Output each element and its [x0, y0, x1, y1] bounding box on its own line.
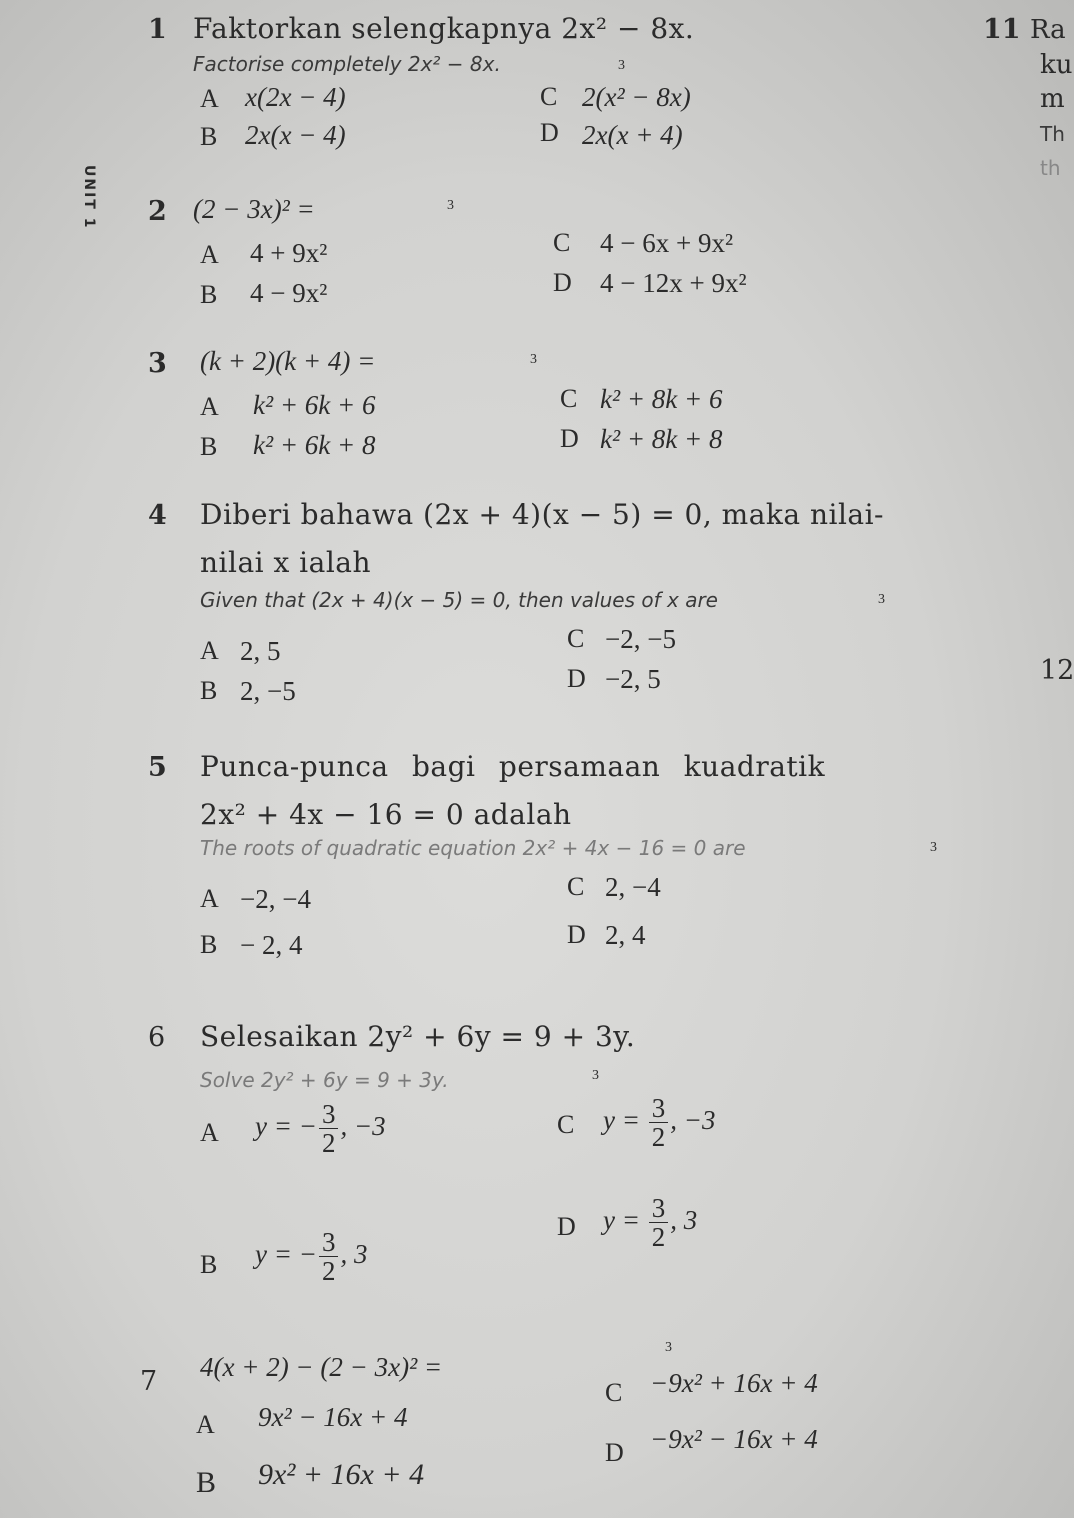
- question-text-english: Solve 2y² + 6y = 9 + 3y.: [200, 1068, 449, 1092]
- denominator: 2: [651, 1222, 666, 1253]
- question-text-malay: Faktorkan selengkapnya 2x² − 8x.: [193, 12, 695, 45]
- option-a: x(2x − 4): [245, 82, 346, 112]
- question-number: 7: [140, 1366, 158, 1397]
- question-number: 5: [148, 752, 167, 783]
- option-letter: D: [567, 664, 586, 693]
- denominator: 2: [321, 1128, 336, 1159]
- option-d: 2, 4: [605, 920, 646, 950]
- fraction: [319, 1228, 339, 1286]
- option-letter: A: [200, 1118, 219, 1147]
- option-prefix: y =: [603, 1205, 647, 1236]
- option-letter: D: [567, 920, 586, 949]
- question-text-english: The roots of quadratic equation 2x² + 4x − 16 = 0 are: [200, 836, 746, 860]
- fraction: [649, 1194, 669, 1252]
- option-letter: C: [560, 384, 578, 413]
- question-text-malay: Diberi bahawa (2x + 4)(x − 5) = 0, maka nilai-: [200, 498, 885, 531]
- option-letter: A: [200, 636, 219, 665]
- question-number: 6: [148, 1022, 166, 1053]
- option-letter: B: [200, 280, 218, 309]
- page-number-fragment: 12: [1040, 655, 1074, 686]
- mark: 3: [592, 1068, 599, 1083]
- option-letter: C: [567, 624, 585, 653]
- option-c: k² + 8k + 6: [600, 384, 723, 414]
- option-letter: C: [605, 1378, 623, 1407]
- denominator: 2: [651, 1122, 666, 1153]
- option-d: 4 − 12x + 9x²: [600, 268, 747, 298]
- mark: 3: [930, 840, 937, 855]
- question-text: 4(x + 2) − (2 − 3x)² =: [200, 1352, 443, 1382]
- question-number: 2: [148, 196, 167, 227]
- numerator: 3: [319, 1228, 339, 1257]
- numerator: 3: [649, 1094, 669, 1123]
- option-a: −2, −4: [240, 884, 311, 914]
- option-c: 4 − 6x + 9x²: [600, 228, 734, 258]
- option-letter: B: [200, 1250, 218, 1279]
- numerator: 3: [649, 1194, 669, 1223]
- option-a: 2, 5: [240, 636, 281, 666]
- option-suffix: , 3: [670, 1205, 698, 1236]
- option-c: 2(x² − 8x): [582, 82, 691, 112]
- option-b: 4 − 9x²: [250, 278, 328, 308]
- mark: 3: [618, 58, 625, 73]
- option-letter: A: [200, 884, 219, 913]
- option-d: −2, 5: [605, 664, 661, 694]
- option-d: [603, 1194, 697, 1252]
- option-letter: D: [557, 1212, 576, 1241]
- question-text: (k + 2)(k + 4) =: [200, 346, 376, 376]
- side-line: ku: [1040, 50, 1073, 80]
- side-line: Th: [1040, 122, 1065, 146]
- option-suffix: , −3: [340, 1111, 386, 1142]
- option-c: 2, −4: [605, 872, 661, 902]
- option-letter: B: [200, 122, 218, 151]
- question-text-malay-cont: nilai x ialah: [200, 546, 372, 579]
- option-suffix: , 3: [340, 1239, 368, 1270]
- fraction: [319, 1100, 339, 1158]
- option-a: k² + 6k + 6: [253, 390, 376, 420]
- option-letter: D: [553, 268, 572, 297]
- question-text-english: Given that (2x + 4)(x − 5) = 0, then values of x are: [200, 588, 718, 612]
- option-letter: B: [200, 432, 218, 461]
- option-letter: A: [200, 392, 219, 421]
- option-b: k² + 6k + 8: [253, 430, 376, 460]
- option-b: 2, −5: [240, 676, 296, 706]
- option-letter: C: [557, 1110, 575, 1139]
- side-number: 11: [983, 14, 1021, 45]
- mark: 3: [665, 1340, 672, 1355]
- option-suffix: , −3: [670, 1105, 716, 1136]
- option-a: [255, 1100, 386, 1158]
- option-prefix: y =: [603, 1105, 647, 1136]
- option-b: [255, 1228, 367, 1286]
- option-prefix: y = −: [255, 1239, 317, 1270]
- option-letter: C: [567, 872, 585, 901]
- mark: 3: [530, 352, 537, 367]
- question-text-malay-cont: 2x² + 4x − 16 = 0 adalah: [200, 798, 572, 831]
- option-letter: C: [553, 228, 571, 257]
- question-text-english: Factorise completely 2x² − 8x.: [193, 52, 501, 76]
- option-letter: D: [560, 424, 579, 453]
- option-d: −9x² − 16x + 4: [650, 1424, 818, 1454]
- option-letter: A: [200, 84, 219, 113]
- option-c: −2, −5: [605, 624, 676, 654]
- option-letter: D: [540, 118, 559, 147]
- fraction: [649, 1094, 669, 1152]
- mark: 3: [878, 592, 885, 607]
- option-letter: B: [200, 930, 218, 959]
- question-text: (2 − 3x)² =: [193, 194, 315, 224]
- option-a: 9x² − 16x + 4: [258, 1402, 408, 1432]
- question-text-malay: Selesaikan 2y² + 6y = 9 + 3y.: [200, 1020, 636, 1053]
- option-b: 9x² + 16x + 4: [258, 1458, 425, 1491]
- option-c: −9x² + 16x + 4: [650, 1368, 818, 1398]
- mark: 3: [447, 198, 454, 213]
- question-text-malay: Punca-punca bagi persamaan kuadratik: [200, 750, 826, 783]
- question-number: 4: [148, 500, 167, 531]
- option-letter: B: [200, 676, 218, 705]
- option-b: − 2, 4: [240, 930, 303, 960]
- side-line: th: [1040, 156, 1061, 180]
- option-d: 2x(x + 4): [582, 120, 683, 150]
- side-line: Ra: [1029, 15, 1066, 45]
- unit-label: UNIT 1: [81, 165, 97, 230]
- question-number: 3: [148, 348, 167, 379]
- option-prefix: y = −: [255, 1111, 317, 1142]
- option-letter: C: [540, 82, 558, 111]
- option-letter: A: [196, 1410, 215, 1439]
- question-number: 1: [148, 14, 167, 45]
- option-a: 4 + 9x²: [250, 238, 328, 268]
- option-letter: D: [605, 1438, 624, 1467]
- option-c: [603, 1094, 715, 1152]
- option-letter: A: [200, 240, 219, 269]
- option-d: k² + 8k + 8: [600, 424, 723, 454]
- option-letter: B: [196, 1466, 217, 1499]
- numerator: 3: [319, 1100, 339, 1129]
- denominator: 2: [321, 1256, 336, 1287]
- option-b: 2x(x − 4): [245, 120, 346, 150]
- side-line: m: [1040, 84, 1065, 114]
- side-question-number: [983, 14, 1066, 45]
